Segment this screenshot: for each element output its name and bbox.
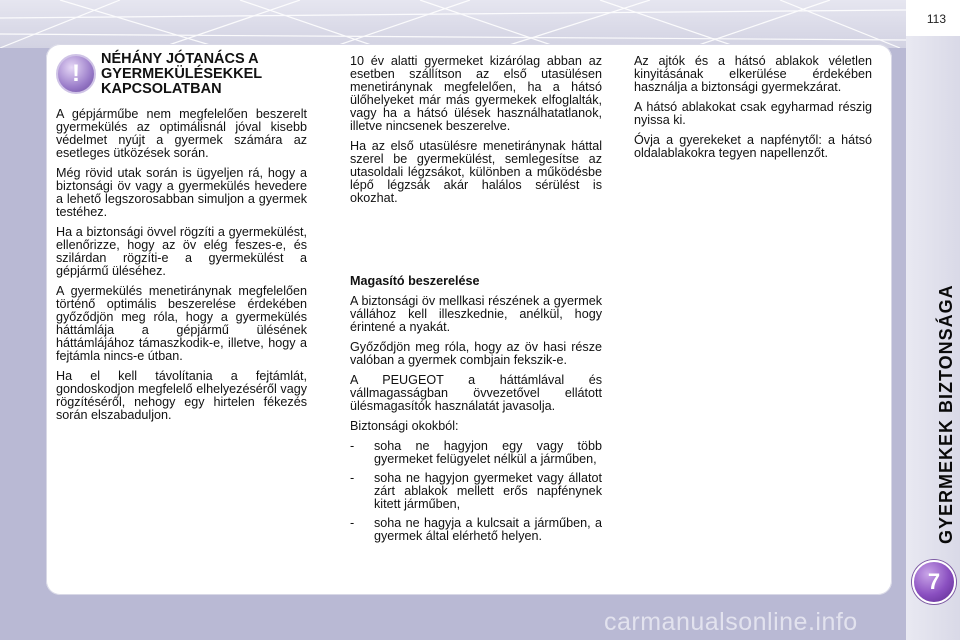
list-item — [350, 440, 602, 466]
chapter-number-badge: 7 — [912, 560, 956, 604]
column-spacer — [350, 212, 602, 275]
list-item — [350, 472, 602, 511]
paragraph: A biztonsági öv mellkasi részének a gyermek vállához kell illeszkednie, anélkül, hogy érintené a nyakát. — [350, 294, 602, 334]
column-1 — [56, 108, 307, 429]
paragraph: Még rövid utak során is ügyeljen rá, hogy a biztonsági öv vagy a gyermekülés hevedere a lehető legszorosabban simuljon a gyermek testéhez. — [56, 166, 307, 219]
list-item-text: soha ne hagyjon gyermeket vagy állatot zárt ablakok mellett erős napfénynek kitett járműben, — [374, 471, 602, 511]
paragraph: A gépjárműbe nem megfelelően beszerelt gyermekülés az optimálisnál jóval kisebb védelmet nyújt a gyermek számára az esetleges ütközések során. — [56, 107, 307, 160]
paragraph: A gyermekülés menetiránynak megfelelően történő optimális beszerelése érdekében győződjön meg róla, hogy a gyermekülés háttámlája a gépjármű ülésének háttámlájához támaszkodik-e, illetve, hogy a fejtámla nincs-e útban. — [56, 284, 307, 363]
page-number: 113 — [926, 12, 946, 26]
column-3 — [634, 55, 872, 167]
header-decoration-band — [0, 0, 960, 48]
header-line-pattern — [0, 0, 960, 48]
booster-heading: Magasító beszerelése — [350, 274, 480, 288]
paragraph: A hátsó ablakokat csak egyharmad részig nyissa ki. — [634, 100, 872, 127]
paragraph: Biztonsági okokból: — [350, 419, 459, 433]
bullet-dash: - — [350, 516, 355, 530]
paragraph: A PEUGEOT a háttámlával és vállmagasságban övvezetővel ellátott ülésmagasítók használatát javasolja. — [350, 373, 602, 413]
paragraph: Az ajtók és a hátsó ablakok véletlen kinyitásának elkerülése érdekében használja a biztonsági gyermekzárat. — [634, 54, 872, 94]
section-title: NÉHÁNY JÓTANÁCS A GYERMEKÜLÉSEKKEL KAPCSOLATBAN — [101, 51, 262, 97]
paragraph: Ha a biztonsági övvel rögzíti a gyermekülést, ellenőrizze, hogy az öv elég feszes-e, és szilárdan rögzíti-e a gyermekülést a gépjármű üléséhez. — [56, 225, 307, 278]
chapter-title-vertical: GYERMEKEK BIZTONSÁGA — [936, 284, 956, 544]
paragraph: Ha el kell távolítania a fejtámlát, gondoskodjon megfelelő elhelyezéséről vagy rögzítéséről, nehogy egy hirtelen fékezés során elszabaduljon. — [56, 369, 307, 422]
bullet-dash: - — [350, 439, 355, 453]
list-item — [350, 517, 602, 543]
list-item-text: soha ne hagyjon egy vagy több gyermeket felügyelet nélkül a járműben, — [374, 439, 602, 466]
list-item-text: soha ne hagyja a kulcsait a járműben, a gyermek által elérhető helyen. — [374, 516, 602, 543]
watermark: carmanualsonline.info — [604, 608, 858, 636]
warning-icon: ! — [56, 54, 96, 94]
bullet-dash: - — [350, 471, 355, 485]
column-2 — [350, 55, 602, 549]
paragraph: Győződjön meg róla, hogy az öv hasi része valóban a gyermek combjain fekszik-e. — [350, 340, 602, 367]
paragraph: Óvja a gyerekeket a napfénytől: a hátsó oldalablakokra tegyen napellenzőt. — [634, 133, 872, 160]
paragraph: 10 év alatti gyermeket kizárólag abban az esetben szállítson az első utasülésen menetiránynak megfelelően, ha a hátsó ülőhelyeket már más gyermekek elfoglalták, vagy ha a hátsó ülések használhatatlanok, illetve nincsenek beszerelve. — [350, 54, 602, 133]
paragraph: Ha az első utasülésre menetiránynak háttal szerel be gyermekülést, semlegesítse az utasoldali légzsákot, különben a működésbe lépő légzsák akár halálos sérülést is okozhat. — [350, 139, 602, 205]
